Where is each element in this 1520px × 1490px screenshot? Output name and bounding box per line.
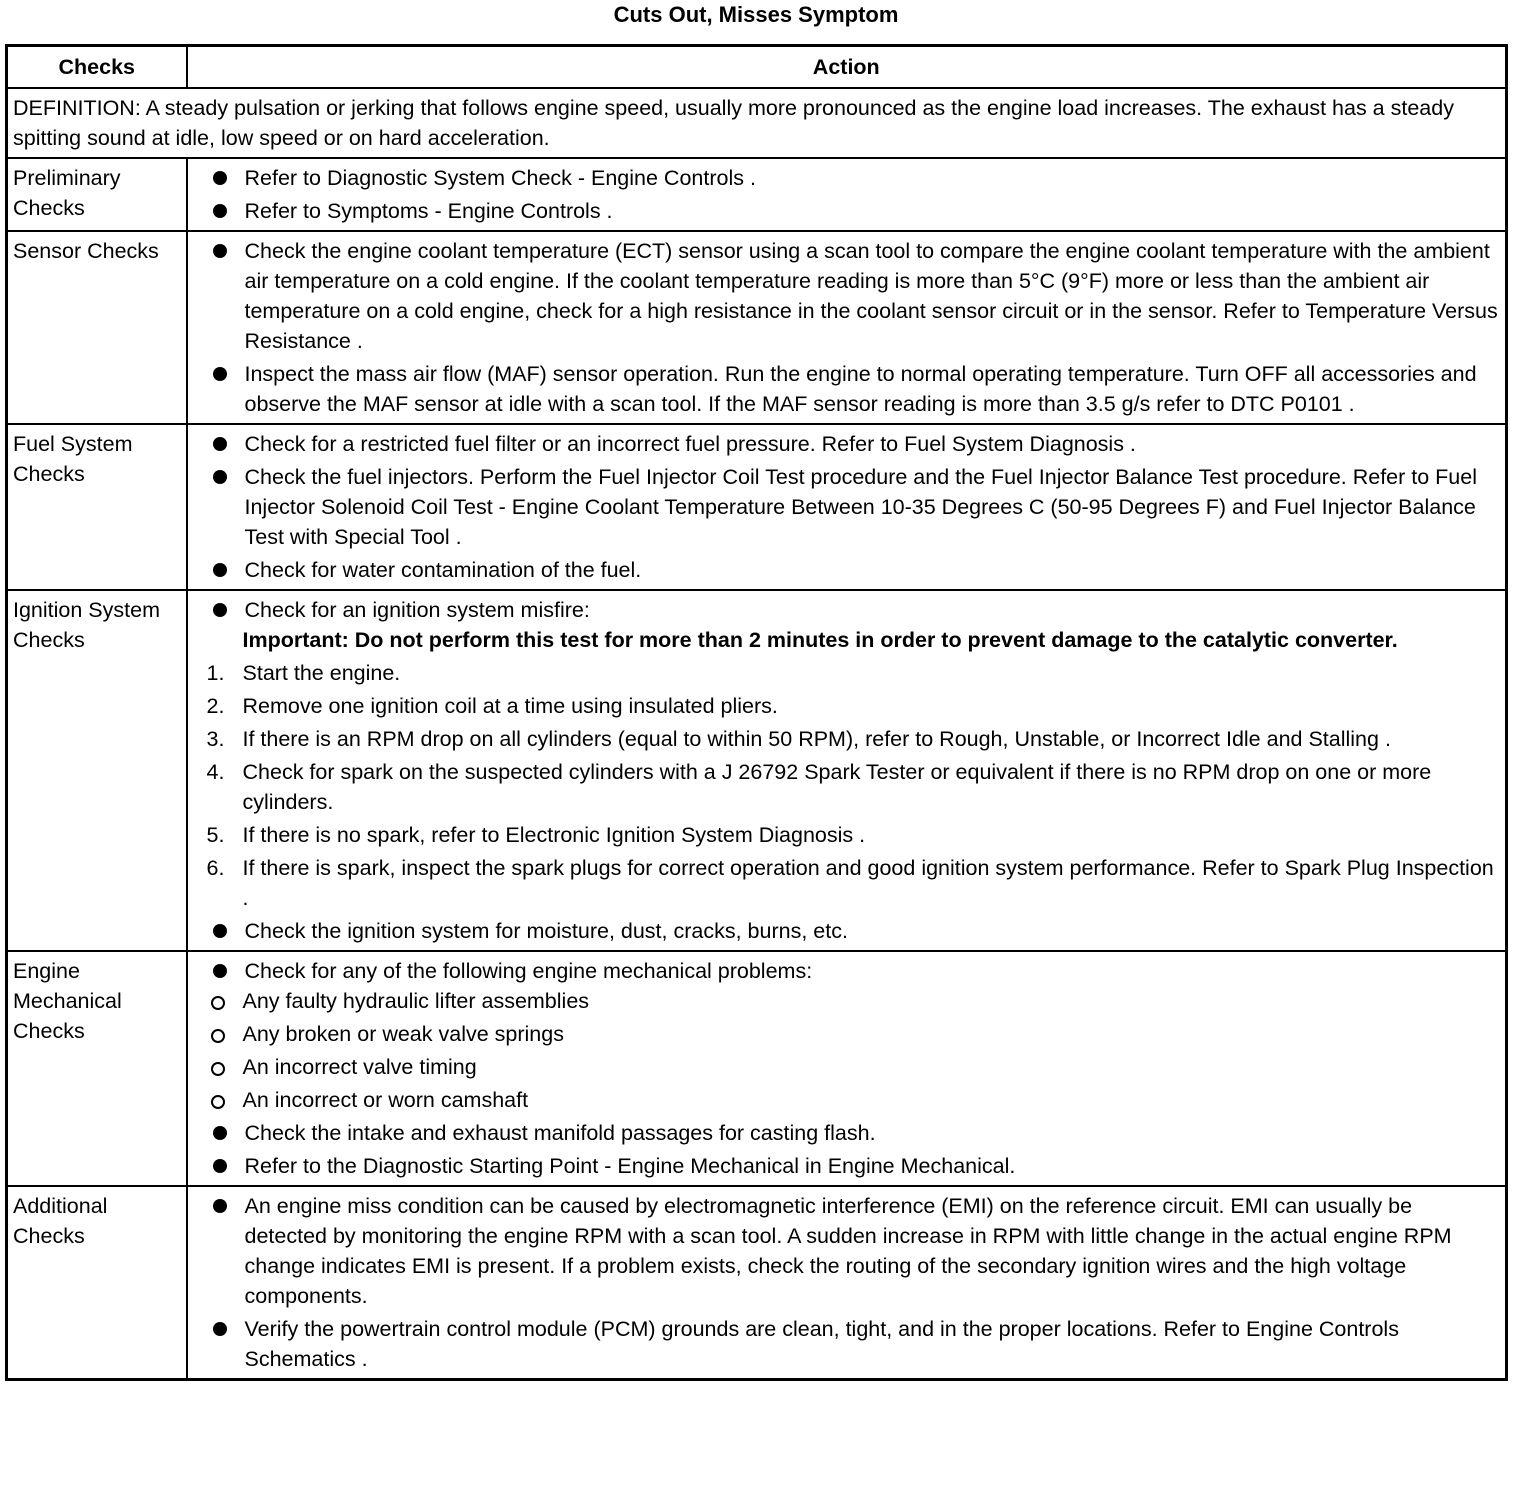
bullet-icon — [213, 244, 227, 258]
action-cell — [187, 424, 1507, 590]
definition-row — [7, 88, 1507, 158]
bullet-icon — [213, 924, 227, 938]
list-item — [193, 1118, 1501, 1148]
list-item — [193, 1191, 1501, 1311]
item-text: An engine miss condition can be caused by electromagnetic interference (EMI) on the reference circuit. EMI can usually be detected by monitoring the engine RPM with a scan tool. A sudden increase in RPM with little change in the actual engine RPM change indicates EMI is present. If a problem exists, check the routing of the secondary ignition wires and the high voltage components. — [244, 1194, 1452, 1308]
definition-text: DEFINITION: A steady pulsation or jerking that follows engine speed, usually more pronounced as the engine load increases. The exhaust has a steady spitting sound at idle, low speed or on hard acceleration. — [7, 88, 1507, 158]
bullet-icon — [213, 204, 227, 218]
mechanical-sublist — [193, 986, 1501, 1115]
list-item — [193, 555, 1501, 585]
ignition-steps — [193, 658, 1501, 913]
list-item — [193, 196, 1501, 226]
bullet-icon — [213, 437, 227, 451]
bullet-icon — [213, 563, 227, 577]
step-text: Check for spark on the suspected cylinders with a J 26792 Spark Tester or equivalent if there is no RPM drop on one or more cylinders. — [242, 760, 1432, 814]
check-name-fuel: Fuel System Checks — [7, 424, 187, 590]
bullet-icon — [213, 964, 227, 978]
page-title: Cuts Out, Misses Symptom — [613, 2, 899, 27]
list-item — [193, 163, 1501, 193]
list-item — [193, 359, 1501, 419]
list-item — [193, 1314, 1501, 1374]
list-item — [193, 1151, 1501, 1181]
item-text: Check the fuel injectors. Perform the Fuel Injector Coil Test procedure and the Fuel Injector Balance Test procedure. Refer to Fuel Injector Solenoid Coil Test - Engine Coolant Temperature Between 10-35 Degrees C (50-95 Degrees F) and Fuel Injector Balance Test with Special Tool . — [244, 465, 1478, 549]
bullet-icon — [213, 1126, 227, 1140]
sub-item — [193, 1085, 1501, 1115]
step-text: If there is no spark, refer to Electronic Ignition System Diagnosis . — [242, 823, 866, 847]
header-row — [7, 46, 1507, 89]
step-text: If there is spark, inspect the spark plugs for correct operation and good ignition system performance. Refer to Spark Plug Inspection . — [242, 856, 1494, 910]
action-cell — [187, 1186, 1507, 1380]
bullet-icon — [213, 1322, 227, 1336]
hollow-bullet-icon — [211, 1029, 225, 1043]
item-text: Refer to the Diagnostic Starting Point - Engine Mechanical in Engine Mechanical. — [244, 1154, 1016, 1178]
item-text: Check for a restricted fuel filter or an incorrect fuel pressure. Refer to Fuel System Diagnosis . — [244, 432, 1136, 456]
item-text: Refer to Symptoms - Engine Controls . — [244, 199, 613, 223]
item-text: Verify the powertrain control module (PCM) grounds are clean, tight, and in the proper locations. Refer to Engine Controls Schematics . — [244, 1317, 1399, 1371]
table-row — [7, 1186, 1507, 1380]
list-item — [193, 236, 1501, 356]
list-item — [193, 595, 1501, 625]
bullet-icon — [213, 1199, 227, 1213]
bullet-icon — [213, 1159, 227, 1173]
symptom-table — [5, 44, 1508, 1381]
sub-item — [193, 1019, 1501, 1049]
sub-item-text: Any broken or weak valve springs — [242, 1022, 564, 1046]
item-text: Inspect the mass air flow (MAF) sensor operation. Run the engine to normal operating temperature. Turn OFF all accessories and observe the MAF sensor at idle with a scan tool. If the MAF sensor reading is more than 3.5 g/s refer to DTC P0101 . — [244, 362, 1477, 416]
table-row — [7, 231, 1507, 424]
step-number: 3. — [206, 727, 225, 751]
check-name-ignition: Ignition System Checks — [7, 590, 187, 951]
step-item — [193, 853, 1501, 913]
step-item — [193, 820, 1501, 850]
step-number: 2. — [206, 694, 225, 718]
table-row — [7, 424, 1507, 590]
table-row — [7, 951, 1507, 1186]
item-text: Check for an ignition system misfire: — [244, 598, 590, 622]
item-text: Check for any of the following engine mechanical problems: — [244, 959, 813, 983]
action-column-header: Action — [187, 46, 1507, 89]
table-row — [7, 590, 1507, 951]
bullet-icon — [213, 470, 227, 484]
step-item — [193, 724, 1501, 754]
step-number: 5. — [206, 823, 225, 847]
hollow-bullet-icon — [211, 1095, 225, 1109]
list-item — [193, 429, 1501, 459]
sub-item-text: An incorrect or worn camshaft — [242, 1088, 529, 1112]
sub-item — [193, 1052, 1501, 1082]
item-text: Check the intake and exhaust manifold passages for casting flash. — [244, 1121, 876, 1145]
action-cell — [187, 590, 1507, 951]
sub-item-text: Any faulty hydraulic lifter assemblies — [242, 989, 590, 1013]
bullet-icon — [213, 171, 227, 185]
table-row — [7, 158, 1507, 231]
hollow-bullet-icon — [211, 1062, 225, 1076]
step-item — [193, 691, 1501, 721]
action-cell — [187, 231, 1507, 424]
bullet-icon — [213, 603, 227, 617]
important-note: Important: Do not perform this test for more than 2 minutes in order to prevent damage to the catalytic converter. — [242, 628, 1398, 652]
item-text: Check for water contamination of the fuel. — [244, 558, 642, 582]
list-item — [193, 916, 1501, 946]
step-number: 1. — [206, 661, 225, 685]
sub-item-text: An incorrect valve timing — [242, 1055, 477, 1079]
item-text: Check the ignition system for moisture, dust, cracks, burns, etc. — [244, 919, 848, 943]
step-item — [193, 757, 1501, 817]
check-name-additional: Additional Checks — [7, 1186, 187, 1380]
step-text: Remove one ignition coil at a time using insulated pliers. — [242, 694, 778, 718]
check-name-preliminary: Preliminary Checks — [7, 158, 187, 231]
list-item — [193, 462, 1501, 552]
check-name-sensor: Sensor Checks — [7, 231, 187, 424]
step-text: If there is an RPM drop on all cylinders (equal to within 50 RPM), refer to Rough, Unstable, or Incorrect Idle and Stalling . — [242, 727, 1391, 751]
step-text: Start the engine. — [242, 661, 401, 685]
step-number: 6. — [206, 856, 225, 880]
hollow-bullet-icon — [211, 996, 225, 1010]
step-number: 4. — [206, 760, 225, 784]
checks-column-header: Checks — [7, 46, 187, 89]
step-item — [193, 658, 1501, 688]
bullet-icon — [213, 367, 227, 381]
action-cell — [187, 158, 1507, 231]
sub-item — [193, 986, 1501, 1016]
action-cell — [187, 951, 1507, 1186]
list-item — [193, 956, 1501, 986]
item-text: Refer to Diagnostic System Check - Engine Controls . — [244, 166, 756, 190]
check-name-mechanical: Engine Mechanical Checks — [7, 951, 187, 1186]
item-text: Check the engine coolant temperature (ECT) sensor using a scan tool to compare the engine coolant temperature with the ambient air temperature on a cold engine. If the coolant temperature reading is more than 5°C (9°F) more or less than the ambient air temperature on a cold engine, check for a high resistance in the coolant sensor circuit or in the sensor. Refer to Temperature Versus Resistance . — [244, 239, 1498, 353]
